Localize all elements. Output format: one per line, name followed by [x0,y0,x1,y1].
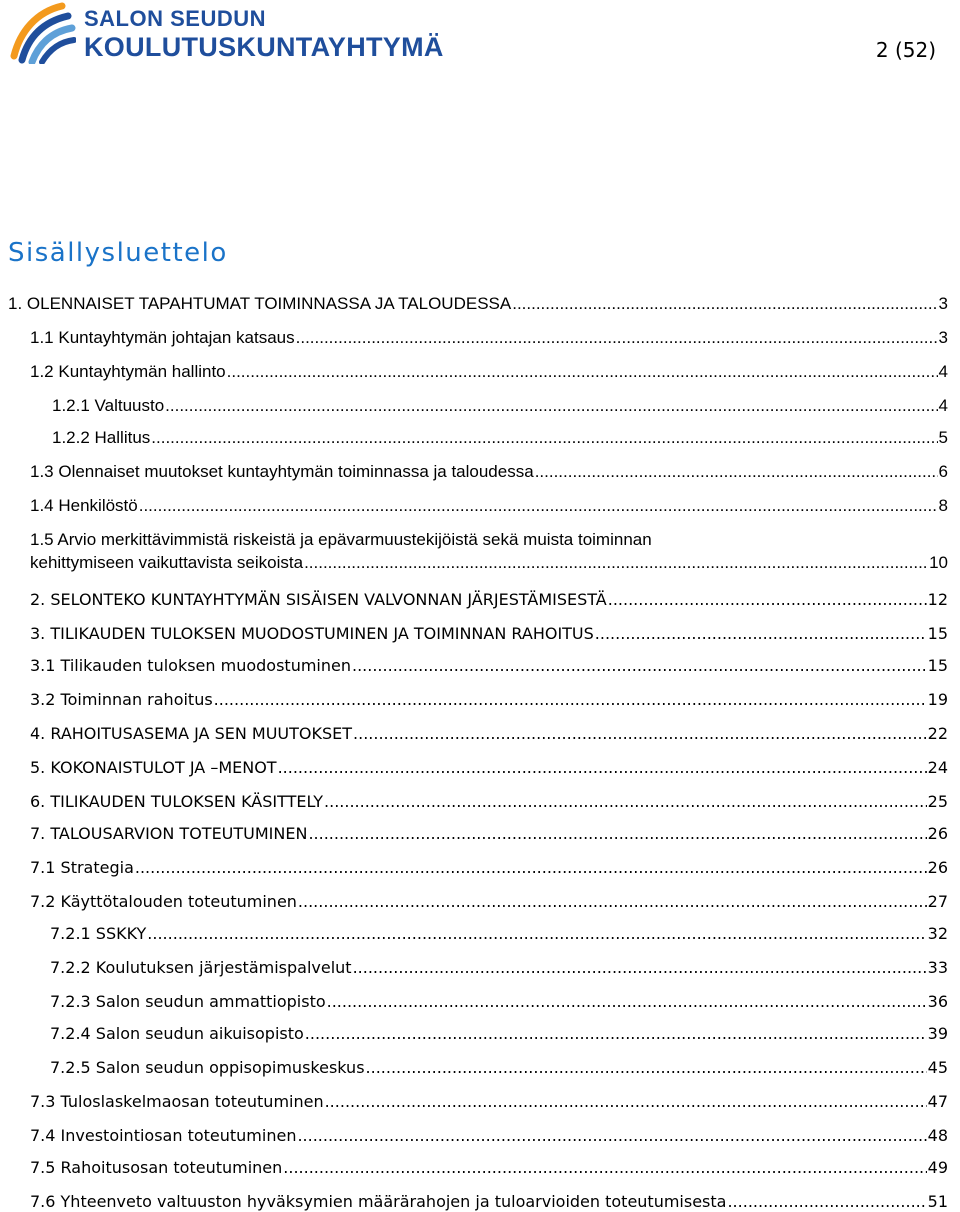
toc-dot-leader [297,1126,926,1146]
toc-dot-leader [305,1024,927,1044]
toc-entry[interactable] [30,490,948,516]
toc-entry-label: 7.2.4 Salon seudun aikuisopisto [50,1024,304,1043]
toc-entry[interactable] [8,288,948,314]
toc-entry-label: 7.2.1 SSKKY [50,924,147,943]
toc-entry-label: 1.2.1 Valtuusto [52,396,165,415]
toc-entry[interactable] [30,718,948,744]
toc-dot-leader [135,858,927,878]
toc-entry-page: 3 [938,328,948,347]
toc-entry[interactable] [50,1052,948,1078]
toc-entry[interactable] [30,1152,948,1178]
toc-entry-page: 6 [938,462,948,481]
toc-entry-label: 1.3 Olennaiset muutokset kuntayhtymän toiminnassa ja taloudessa [30,462,534,481]
toc-entry[interactable] [30,818,948,844]
toc-dot-leader [325,1092,927,1112]
page-number: 2 (52) [875,38,936,62]
toc-entry[interactable] [30,886,948,912]
toc-dot-leader [304,551,928,574]
toc-heading: Sisällysluettelo [8,238,228,268]
toc-entry-page: 15 [927,656,948,675]
toc-entry[interactable] [30,752,948,778]
toc-entry-page: 27 [927,892,948,911]
toc-entry-page: 12 [927,590,948,609]
toc-entry-page: 33 [927,958,948,977]
toc-dot-leader [139,496,938,516]
toc-entry-page: 49 [927,1158,948,1177]
toc-entry-page: 36 [927,992,948,1011]
toc-entry-page: 4 [938,362,948,381]
toc-entry-label: 3. TILIKAUDEN TULOKSEN MUODOSTUMINEN JA TOIMINNAN RAHOITUS [30,624,594,643]
toc-entry[interactable] [30,322,948,348]
toc-entry[interactable] [52,390,948,416]
toc-entry-label: 7.2.3 Salon seudun ammattiopisto [50,992,326,1011]
toc-dot-leader [535,462,938,482]
toc-entry-label: 7.1 Strategia [30,858,134,877]
toc-entry-page: 24 [927,758,948,777]
toc-dot-leader [165,396,937,416]
toc-entry[interactable] [52,422,948,448]
toc-dot-leader [151,428,937,448]
toc-dot-leader [278,758,927,778]
toc-entry-page: 3 [938,294,948,313]
toc-dot-leader [227,362,938,382]
toc-entry-label: 2. SELONTEKO KUNTAYHTYMÄN SISÄISEN VALVONNAN JÄRJESTÄMISESTÄ [30,590,607,609]
toc-entry[interactable] [30,456,948,482]
toc-entry-label: 1.4 Henkilöstö [30,496,138,515]
toc-entry-label: 1.1 Kuntayhtymän johtajan katsaus [30,328,295,347]
toc-dot-leader [308,824,926,844]
toc-entry-page: 45 [927,1058,948,1077]
toc-entry-page: 19 [927,690,948,709]
toc-entry-page: 25 [927,792,948,811]
toc-entry-label: 3.2 Toiminnan rahoitus [30,690,213,709]
toc-entry-label: 7.2.5 Salon seudun oppisopimuskeskus [50,1058,365,1077]
toc-entry[interactable] [50,918,948,944]
toc-dot-leader [608,590,927,610]
toc-entry[interactable] [50,1018,948,1044]
toc-entry-page: 26 [927,858,948,877]
toc-dot-leader [352,656,927,676]
toc-dot-leader [283,1158,926,1178]
toc-entry-label: 1. OLENNAISET TAPAHTUMAT TOIMINNASSA JA TALOUDESSA [8,294,512,313]
toc-entry-page: 4 [938,396,948,415]
logo-emblem-icon [6,2,76,64]
toc-dot-leader [296,328,938,348]
toc-entry-page: 15 [927,624,948,643]
toc-entry-label: 7. TALOUSARVION TOTEUTUMINEN [30,824,308,843]
toc-dot-leader [366,1058,927,1078]
toc-entry-page: 51 [927,1192,948,1211]
toc-entry-page: 39 [927,1024,948,1043]
toc-entry-label: 1.5 Arvio merkittävimmistä riskeistä ja epävarmuustekijöistä sekä muista toiminnan [30,530,652,549]
toc-entry-label: 3.1 Tilikauden tuloksen muodostuminen [30,656,351,675]
toc-entry-page: 22 [927,724,948,743]
logo-line-2: KOULUTUSKUNTAYHTYMÄ [84,32,444,62]
toc-dot-leader [147,924,926,944]
toc-entry-page: 8 [938,496,948,515]
toc-entry-label: 6. TILIKAUDEN TULOKSEN KÄSITTELY [30,792,324,811]
toc-entry[interactable] [30,584,948,610]
toc-entry-label: 7.3 Tuloslaskelmaosan toteutuminen [30,1092,324,1111]
toc-dot-leader [727,1192,926,1212]
toc-entry[interactable] [30,650,948,676]
toc-entry-page: 26 [927,824,948,843]
toc-dot-leader [512,294,937,314]
toc-entry-label: 5. KOKONAISTULOT JA –MENOT [30,758,277,777]
toc-entry-page: 5 [938,428,948,447]
toc-entry-label: 4. RAHOITUSASEMA JA SEN MUUTOKSET [30,724,353,743]
toc-dot-leader [324,792,927,812]
toc-dot-leader [595,624,927,644]
toc-entry-label-continued: kehittymiseen vaikuttavista seikoista [30,553,304,572]
toc-entry-page: 10 [929,553,948,572]
toc-entry-label: 1.2 Kuntayhtymän hallinto [30,362,226,381]
toc-dot-leader [353,958,927,978]
toc-entry[interactable] [50,986,948,1012]
toc-entry[interactable] [30,528,948,574]
toc-entry[interactable] [30,618,948,644]
toc-entry[interactable] [30,786,948,812]
toc-entry[interactable] [30,852,948,878]
toc-entry-label: 7.2.2 Koulutuksen järjestämispalvelut [50,958,352,977]
toc-entry-label: 7.2 Käyttötalouden toteutuminen [30,892,297,911]
toc-dot-leader [214,690,927,710]
toc-entry[interactable] [50,952,948,978]
toc-entry-label: 7.6 Yhteenveto valtuuston hyväksymien määrärahojen ja tuloarvioiden toteutumisesta [30,1192,727,1211]
toc-entry-label: 7.4 Investointiosan toteutuminen [30,1126,297,1145]
logo-line-1: SALON SEUDUN [84,6,267,31]
toc-dot-leader [298,892,927,912]
toc-entry-page: 48 [927,1126,948,1145]
toc-dot-leader [353,724,927,744]
toc-entry-label: 7.5 Rahoitusosan toteutuminen [30,1158,283,1177]
toc-entry[interactable] [30,356,948,382]
toc-entry[interactable] [30,1120,948,1146]
toc-entry-label: 1.2.2 Hallitus [52,428,151,447]
organization-logo [6,2,466,64]
toc-entry[interactable] [30,1186,948,1212]
toc-entry[interactable] [30,1086,948,1112]
toc-entry[interactable] [30,684,948,710]
toc-entry-page: 32 [927,924,948,943]
toc-dot-leader [327,992,927,1012]
toc-entry-page: 47 [927,1092,948,1111]
